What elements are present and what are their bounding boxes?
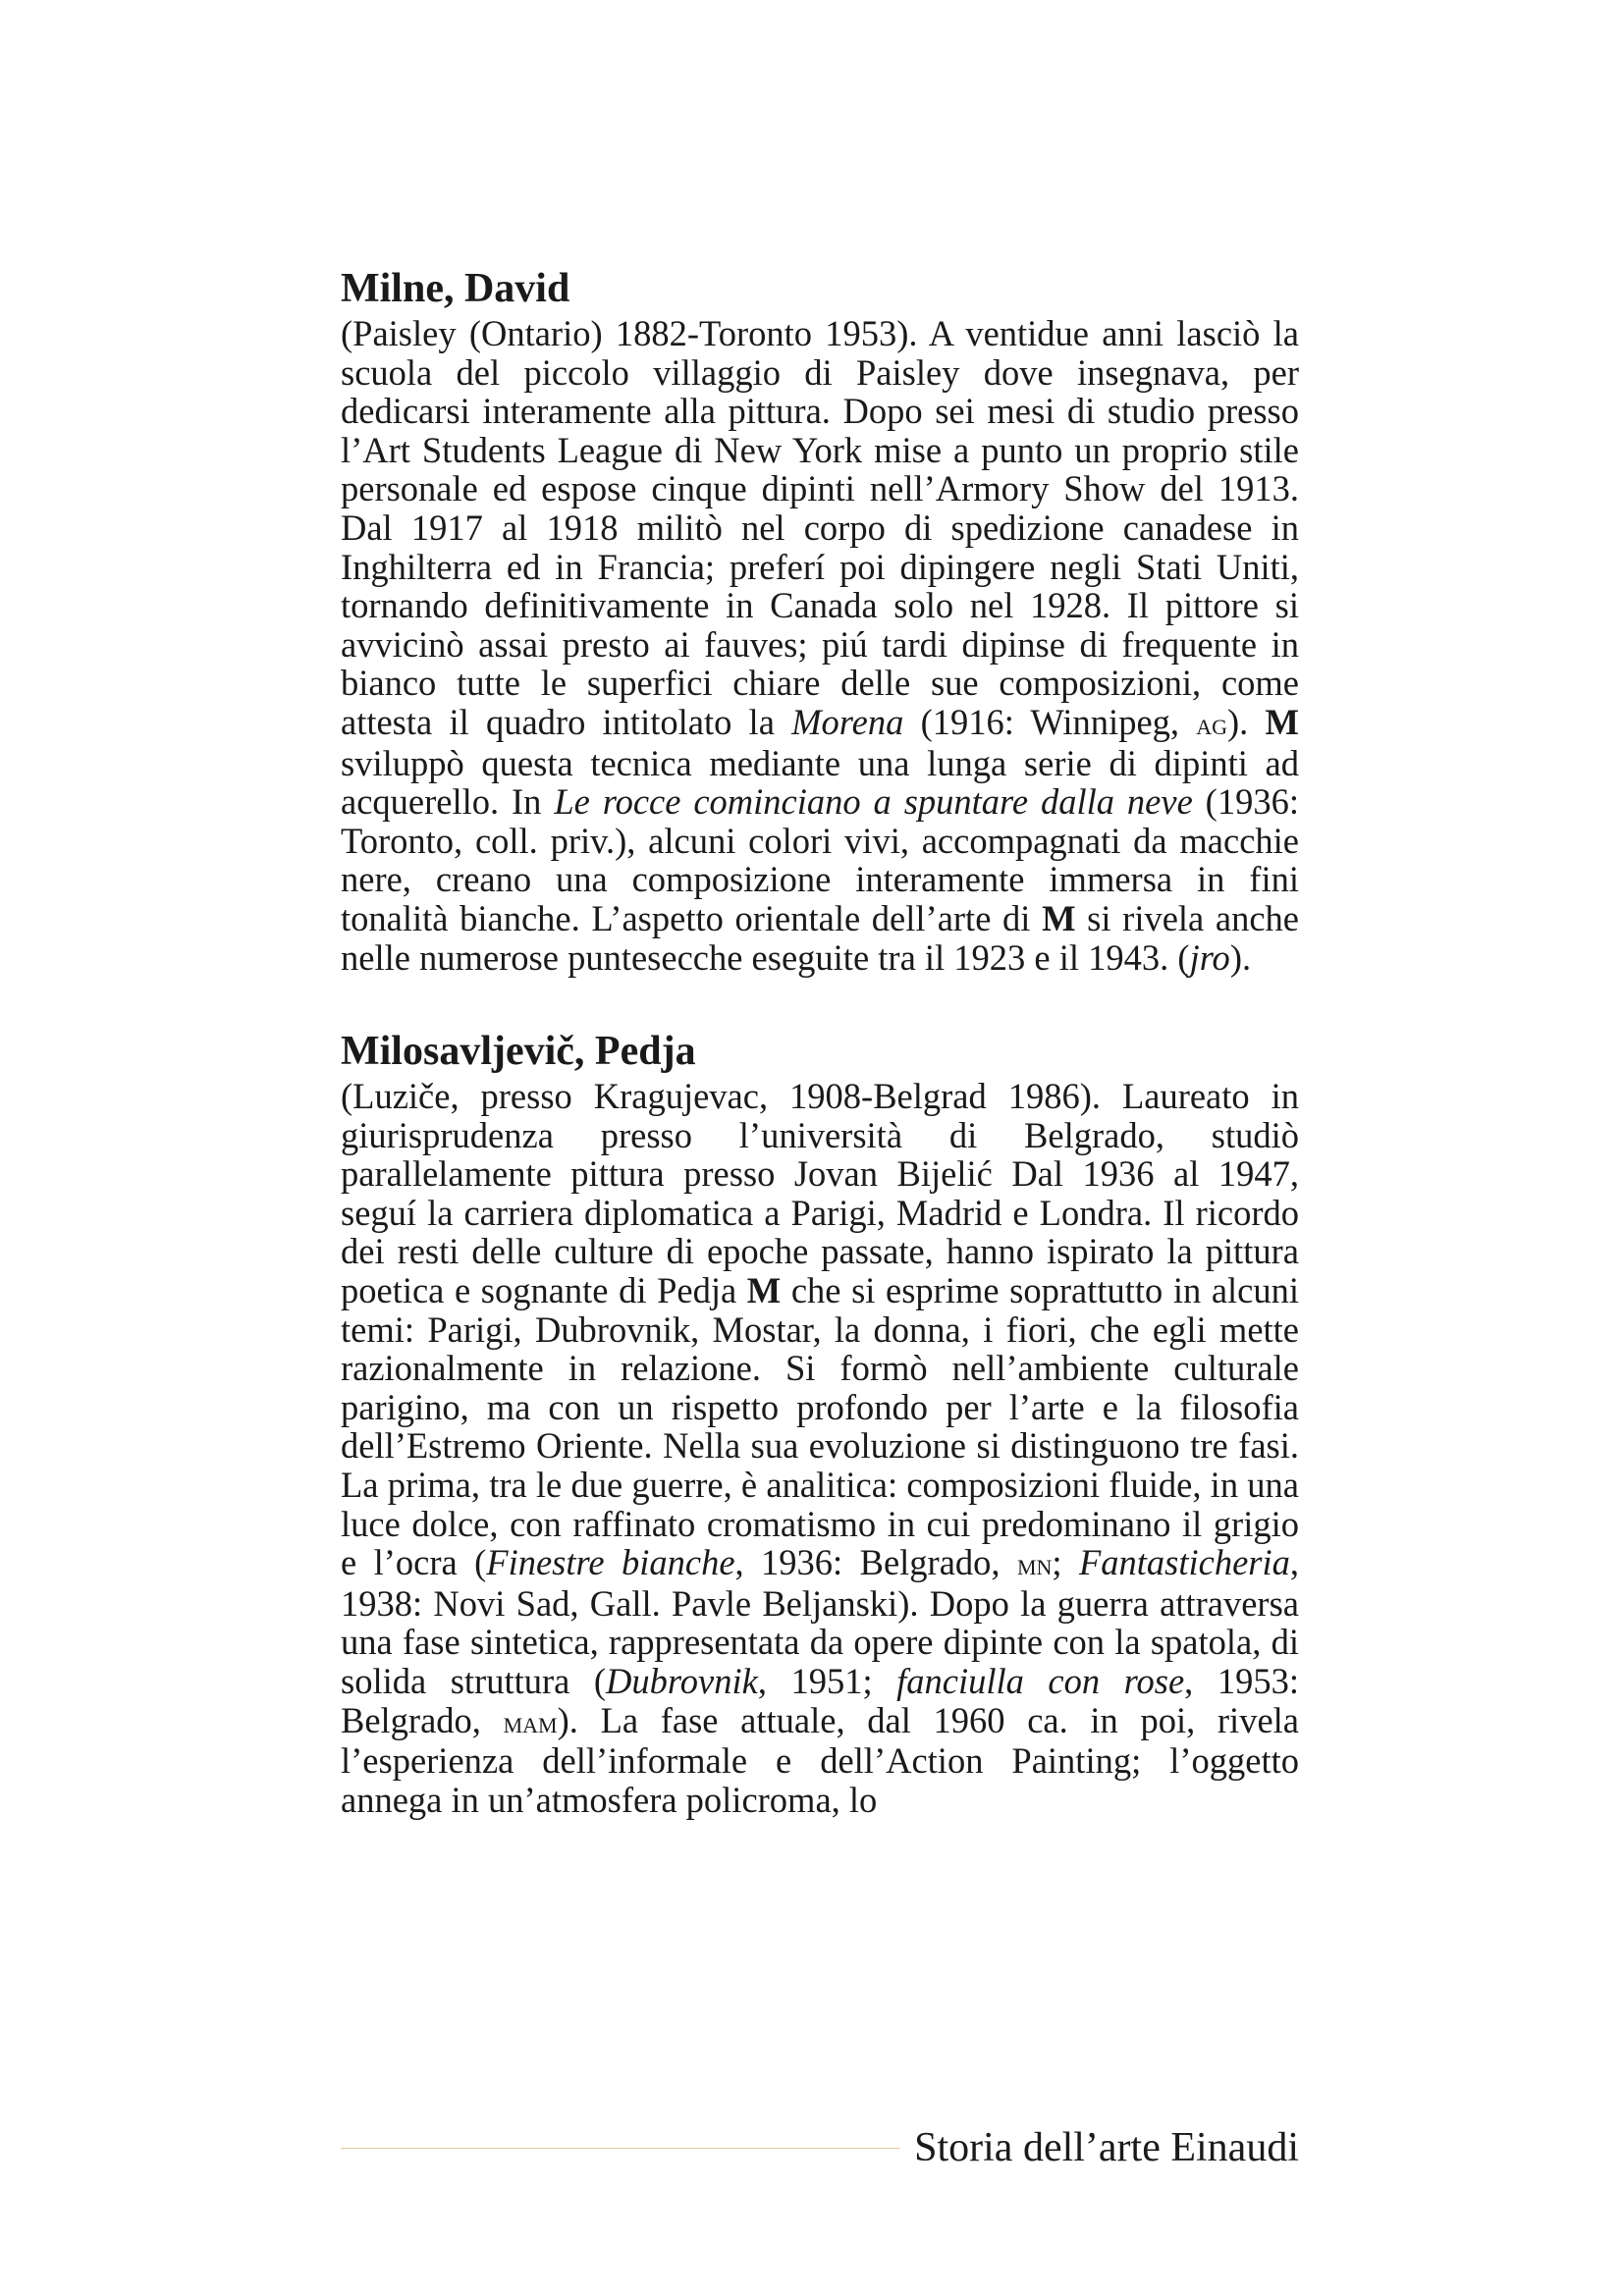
italic-run: Le rocce cominciano a spuntare dalla neve	[554, 781, 1193, 823]
italic-run: Fantasticheria	[1078, 1542, 1290, 1583]
text-run: ).	[1229, 936, 1252, 978]
smallcaps-run: ag	[1196, 705, 1228, 741]
bold-run: M	[746, 1270, 782, 1311]
smallcaps-run: mam	[503, 1703, 558, 1739]
entry-milosavljevic	[341, 1028, 1299, 1819]
text-run: , 1938: Novi Sad, Gall. Pavle Beljanski). Dopo la guerra attraversa una fase sintetica, rappresentata da opere dipinte con la spatola, di solida struttura (	[341, 1542, 1299, 1701]
text-run: ). La fase attuale, dal 1960 ca. in poi, rivela l’esperienza dell’informale e dell’Action Painting; l’oggetto annega in un’atmosfera policroma, lo	[341, 1699, 1299, 1820]
text-run: (Luziče, presso Kragujevac, 1908-Belgrad 1986). Laureato in giurisprudenza presso l’università di Belgrado, studiò parallelamente pittura presso Jovan Bijelić Dal 1936 al 1947, seguí la carriera diplomatica a Parigi, Madrid e Londra. Il ricordo dei resti delle culture di epoche passate, hanno ispirato la pittura poetica e sognante di Pedja	[341, 1076, 1299, 1311]
text-run: (Paisley (Ontario) 1882-Toronto 1953). A ventidue anni lasciò la scuola del piccolo villaggio di Paisley dove insegnava, per dedicarsi interamente alla pittura. Dopo sei mesi di studio presso l’Art Students League di New York mise a punto un proprio stile personale ed espose cinque dipinti nell’Armory Show del 1913. Dal 1917 al 1918 militò nel corpo di spedizione canadese in Inghilterra ed in Francia; preferí poi dipingere negli Stati Uniti, tornando definitivamente in Canada solo nel 1928. Il pittore si avvicinò assai presto ai fauves; piú tardi dipinse di frequente in bianco tutte le superfici chiare delle sue composizioni, come attesta il quadro intitolato la	[341, 313, 1299, 742]
text-run: (1936: Toronto, coll. priv.), alcuni colori vivi, accompagnati da macchie nere, creano una composizione interamente immersa in fini tonalità bianche. L’aspetto orientale dell’arte di	[341, 781, 1299, 938]
text-run: , 1936: Belgrado,	[734, 1542, 1017, 1583]
text-run: sviluppò questa tecnica mediante una lunga serie di dipinti ad acquerello. In	[341, 742, 1299, 823]
italic-run: jro	[1189, 936, 1230, 978]
bold-run: M	[1042, 897, 1076, 938]
footer-publisher: Storia dell’arte Einaudi	[914, 2125, 1299, 2170]
text-run: , 1953: Belgrado,	[341, 1661, 1299, 1740]
page-content	[341, 265, 1299, 1819]
italic-run: Finestre bianche	[486, 1542, 735, 1583]
text-run: ;	[1052, 1542, 1079, 1583]
text-run: che si esprime soprattutto in alcuni temi: Parigi, Dubrovnik, Mostar, la donna, i fiori, che egli mette razionalmente in relazione. Si formò nell’ambiente culturale parigino, ma con un rispetto profondo per l’arte e la filosofia dell’Estremo Oriente. Nella sua evoluzione si distinguono tre fasi. La prima, tra le due guerre, è analitica: composizioni fluide, in una luce dolce, con raffinato cromatismo in cui predominano il grigio e l’ocra (	[341, 1270, 1300, 1583]
text-run: ).	[1227, 701, 1266, 742]
italic-run: Morena	[791, 701, 904, 742]
smallcaps-run: mn	[1016, 1546, 1053, 1582]
entry-body	[341, 314, 1299, 977]
italic-run: Dubrovnik	[606, 1661, 758, 1701]
text-run: (1916: Winnipeg,	[903, 701, 1197, 742]
text-run: si rivela anche nelle numerose puntesecche eseguite tra il 1923 e il 1943. (	[341, 897, 1299, 978]
entry-body	[341, 1077, 1299, 1819]
text-run: , 1951;	[757, 1661, 897, 1701]
footer-rule	[341, 2148, 900, 2149]
entry-title: Milosavljevič, Pedja	[341, 1029, 696, 1075]
entry-milne	[341, 265, 1299, 977]
entry-title: Milne, David	[341, 266, 570, 311]
italic-run: fanciulla con rose	[896, 1661, 1185, 1701]
bold-run: M	[1265, 701, 1299, 742]
page-footer	[341, 2123, 1299, 2172]
